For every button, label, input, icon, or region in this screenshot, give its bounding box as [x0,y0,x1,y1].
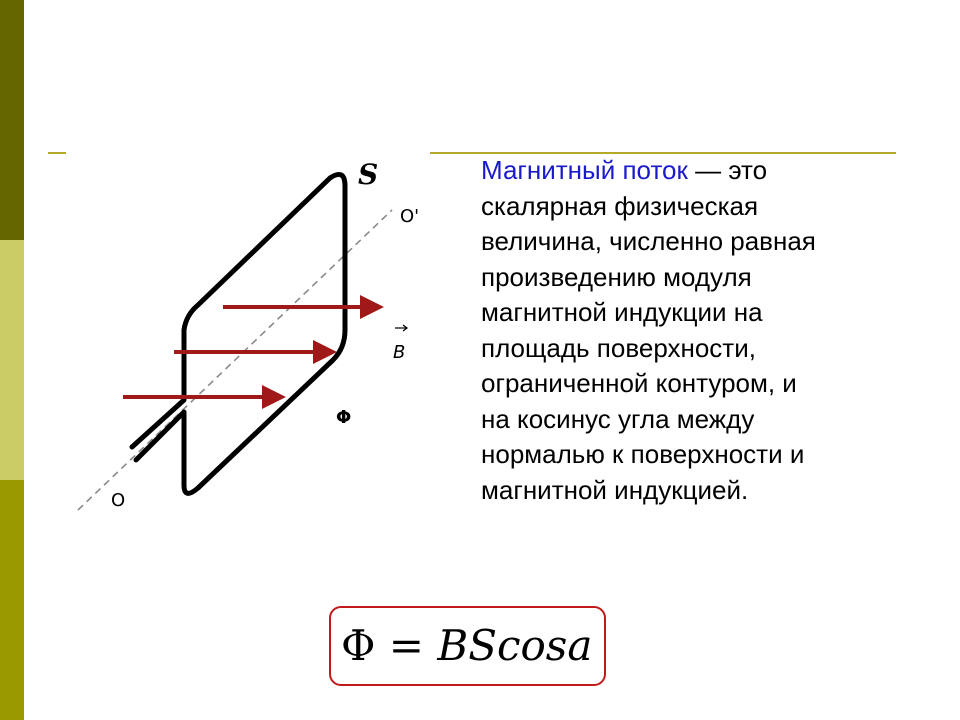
definition-text [481,153,921,508]
formula-lhs: Φ [341,621,376,670]
definition-line: магнитной индукции на [481,297,763,327]
definition-line: величина, численно равная [481,226,816,256]
vector-label: B [393,342,406,363]
definition-line: площадь поверхности, [481,332,756,363]
definition-line: ограниченной контуром, и [481,368,797,398]
definition-term: Магнитный поток [481,155,688,185]
definition-line: нормалью к поверхности и [481,439,805,469]
definition-line: это [728,155,768,185]
flux-formula [341,622,592,670]
flux-label: Φ [336,407,352,428]
wire-loop [132,174,345,493]
definition-line: магнитной индукцией. [481,474,749,505]
formula-rhs: BScosa [437,621,593,670]
definition-line: скалярная физическая [481,190,759,221]
surface-label: S [358,158,379,191]
formula-box [329,606,606,686]
definition-line: на косинус угла между [481,403,755,434]
axis-bottom-label: O [111,490,126,511]
definition-line: произведению модуля [481,261,752,292]
axis-top-label: O' [400,206,420,227]
definition-dash: — [687,155,729,185]
formula-equals: = [375,621,438,670]
